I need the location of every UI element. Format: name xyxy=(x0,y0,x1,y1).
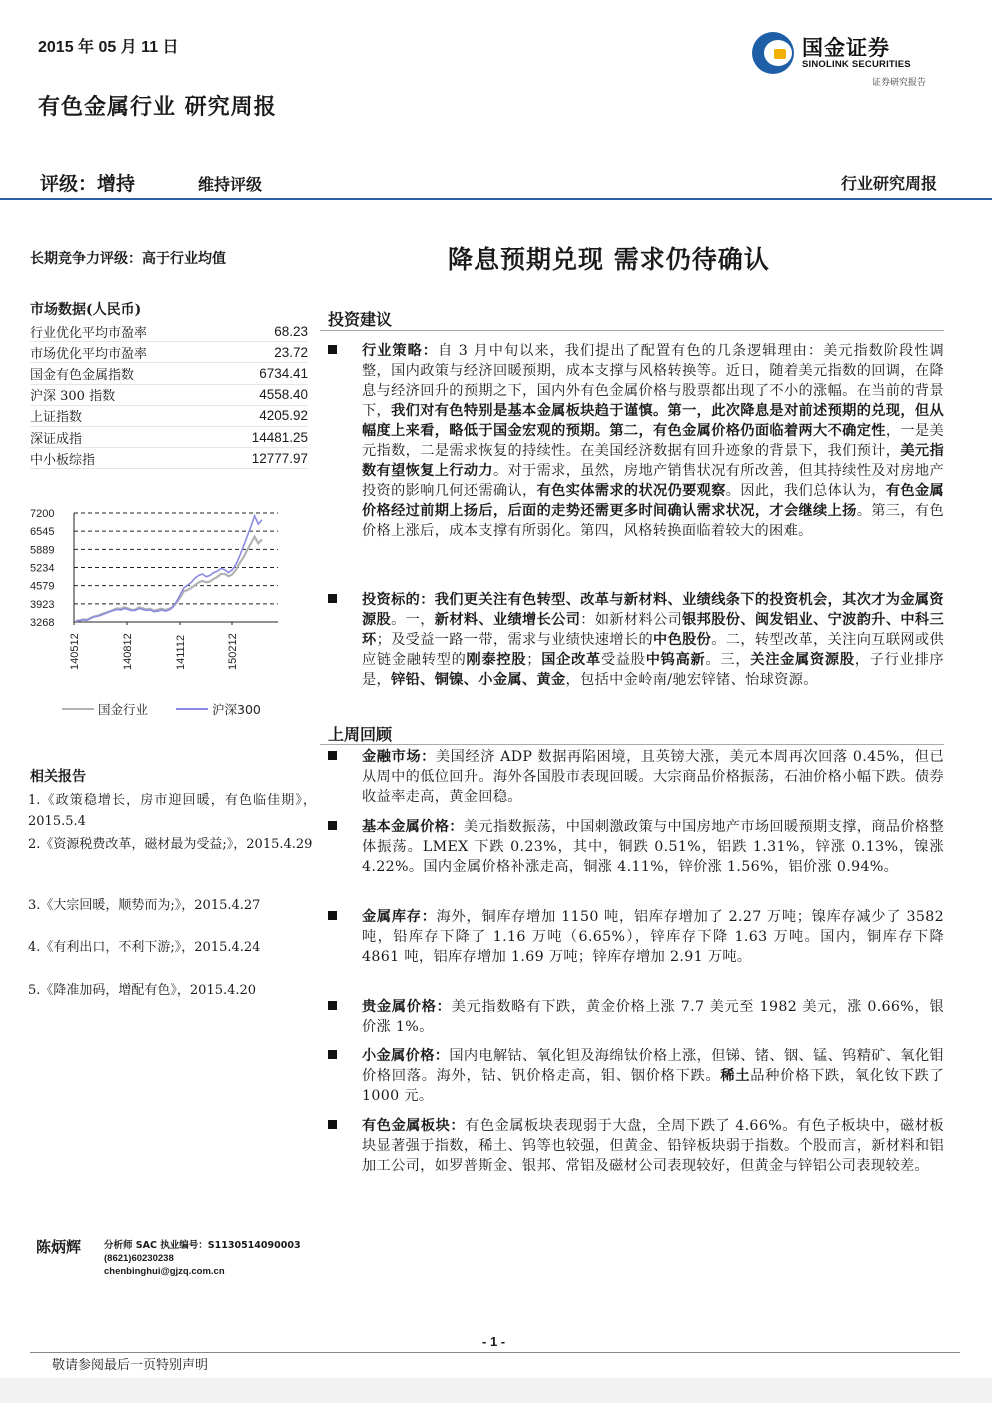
report-headline: 降息预期兑现 需求仍待确认 xyxy=(448,245,770,274)
footer-band xyxy=(0,1378,992,1403)
section-last-week-review: 上周回顾 xyxy=(328,725,393,744)
bullet-minor-metal-prices: 小金属价格：国内电解钴、氧化钽及海绵钛价格上涨，但锑、锗、铟、锰、钨精矿、氧化钼价格回落。海外，钴、钒价格走高，钼、铟价格下跌。稀土品种价格下跌，氧化钕下跌了 1000 元。 xyxy=(328,1046,944,1106)
x-tick-label: 140512 xyxy=(69,633,81,670)
table-row: 上证指数 4205.92 xyxy=(30,406,308,427)
footer-divider xyxy=(30,1352,960,1353)
section-investment-advice: 投资建议 xyxy=(328,310,393,329)
analyst-info xyxy=(104,1239,301,1278)
industry-title: 有色金属行业 研究周报 xyxy=(38,94,277,120)
bullet-investment-targets: 投资标的：我们更关注有色转型、改革与新材料、业绩线条下的投资机会，其次才为金属资源股。一，新材料、业绩增长公司：如新材料公司银邦股份、闽发铝业、宁波韵升、中科三环；及受益一路一带，需求与业绩快速增长的中色股份。二，转型改革，关注向互联网或供应链金融转型的刚泰控股；国企改革受益股中钨高新。三，关注金属资源股，子行业排序是，锌铅、铜镍、小金属、黄金，包括中金岭南/驰宏锌锗、怡球资源。 xyxy=(328,590,944,690)
table-row: 深证成指 14481.25 xyxy=(30,427,308,448)
y-tick-label: 7200 xyxy=(30,508,55,520)
related-report-1: 1.《政策稳增长，房市迎回暖，有色临佳期》，2015.5.4 xyxy=(28,793,316,829)
logo-text-en: SINOLINK SECURITIES xyxy=(802,59,911,70)
rating-label: 评级：增持 xyxy=(40,173,136,195)
bullet-square-icon xyxy=(328,751,337,760)
bullet-square-icon xyxy=(328,1050,337,1059)
y-tick-label: 5234 xyxy=(30,562,55,575)
table-row: 行业优化平均市盈率 68.23 xyxy=(30,321,308,342)
related-report-4: 4.《有利出口，不利下游;》，2015.4.24 xyxy=(28,940,261,955)
y-tick-label: 6545 xyxy=(30,526,55,539)
report-date: 2015 年 05 月 11 日 xyxy=(38,39,179,56)
related-reports-title: 相关报告 xyxy=(30,769,86,785)
related-report-2: 2.《资源税费改革，磁材最为受益;》，2015.4.29 xyxy=(28,837,313,852)
y-tick-label: 3923 xyxy=(30,598,55,611)
x-tick-label: 140812 xyxy=(122,633,134,670)
report-type: 行业研究周报 xyxy=(840,174,937,193)
page-number: - 1 - xyxy=(482,1334,506,1349)
company-logo xyxy=(752,30,952,90)
bullet-financial-market: 金融市场：美国经济 ADP 数据再陷困境，且英镑大涨，美元本周再次回落 0.45%，但已从周中的低位回升。海外各国股市表现回暖。大宗商品价格振荡，石油价格小幅下跌。债券收益率走高，黄金回稳。 xyxy=(328,747,944,807)
y-tick-label: 5889 xyxy=(30,544,55,557)
bullet-square-icon xyxy=(328,1001,337,1010)
x-tick-label: 150212 xyxy=(227,633,239,670)
market-data-title: 市场数据(人民币) xyxy=(30,302,142,318)
table-row: 沪深 300 指数 4558.40 xyxy=(30,385,308,406)
related-report-5: 5.《降准加码，增配有色》，2015.4.20 xyxy=(28,983,257,998)
y-tick-label: 4579 xyxy=(30,580,55,593)
bullet-square-icon xyxy=(328,1120,337,1129)
table-row: 国金有色金属指数 6734.41 xyxy=(30,363,308,384)
market-data-table xyxy=(30,321,308,469)
logo-subtitle: 证券研究报告 xyxy=(872,78,927,88)
bullet-square-icon xyxy=(328,594,337,603)
related-report-3: 3.《大宗回暖，顺势而为;》，2015.4.27 xyxy=(28,898,261,913)
y-tick-label: 3268 xyxy=(30,617,55,629)
logo-emblem-icon xyxy=(752,32,794,74)
x-tick-label: 141112 xyxy=(175,634,187,670)
footer-disclaimer: 敬请参阅最后一页特别声明 xyxy=(52,1358,209,1373)
logo-text-cn: 国金证券 xyxy=(802,36,890,60)
section-divider xyxy=(320,744,944,745)
competitive-rating: 长期竞争力评级：高于行业均值 xyxy=(30,251,226,267)
table-row: 中小板综指 12777.97 xyxy=(30,448,308,469)
bullet-metal-inventory: 金属库存：海外，铜库存增加 1150 吨，铝库存增加了 2.27 万吨；镍库存减少了 3582 吨，铅库存下降了 1.16 万吨（6.65%），锌库存下降 1.63 万吨。国内，铜库存下降 4861 吨，铝库存增加 1.69 万吨；锌库存增加 2.91 万吨。 xyxy=(328,907,944,967)
bullet-precious-metal-prices: 贵金属价格：美元指数略有下跌，黄金价格上涨 7.7 美元至 1982 美元，涨 0.66%，银价涨 1%。 xyxy=(328,997,944,1037)
header-divider xyxy=(0,198,992,200)
bullet-industry-strategy: 行业策略：自 3 月中旬以来，我们提出了配置有色的几条逻辑理由：美元指数阶段性调整，国内政策与经济回暖预期，成本支撑与风格转换等。近日，随着美元指数的回调，在降息与经济回升的预期之下，国内外有色金属价格与股票都出现了不小的涨幅。在当前的背景下，我们对有色特别是基本金属板块趋于谨慎。第一，此次降息是对前述预期的兑现，但从幅度上来看，略低于国金宏观的预期。第二，有色金属价格仍面临着两大不确定性，一是美元指数，二是需求恢复的持续性。在美国经济数据有回升迹象的背景下，我们预计，美元指数有望恢复上行动力。对于需求，虽然，房地产销售状况有所改善，但其持续性及对房地产投资的影响几何还需确认，有色实体需求的状况仍要观察。因此，我们总体认为，有色金属价格经过前期上扬后，后面的走势还需更多时间确认需求状况，才会继续上扬。第三，有色价格上涨后，成本支撑有所弱化。第四，风格转换面临着较大的困难。 xyxy=(328,341,944,541)
bullet-base-metal-prices: 基本金属价格：美元指数振荡，中国刺激政策与中国房地产市场回暖预期支撑，商品价格整体振荡。LMEX 下跌 0.23%，其中，铜跌 0.51%，铝跌 1.31%，锌涨 0.13%，镍涨 4.22%。国内金属价格补涨走高，铜涨 4.11%，锌价涨 1.56%，铝价涨 0.94%。 xyxy=(328,817,944,877)
bullet-square-icon xyxy=(328,821,337,830)
section-divider xyxy=(320,330,944,331)
bullet-square-icon xyxy=(328,911,337,920)
table-row: 市场优化平均市盈率 23.72 xyxy=(30,342,308,363)
rating-note: 维持评级 xyxy=(198,175,263,194)
analyst-name: 陈炳辉 xyxy=(36,1238,82,1256)
rating-bar xyxy=(0,159,992,199)
index-line-chart xyxy=(28,496,318,724)
legend-label: 沪深300 xyxy=(212,702,261,717)
analyst-phone: (8621)60230238 xyxy=(104,1253,174,1264)
bullet-nonferrous-sector: 有色金属板块：有色金属板块表现弱于大盘，全周下跌了 4.66%。有色子板块中，磁材板块显著强于指数，稀土、钨等也较强，但黄金、铅锌板块弱于指数。个股而言，新材料和铝加工公司，如罗普斯金、银邦、常铝及磁材公司表现较好，但黄金与锌铝公司表现较差。 xyxy=(328,1116,944,1176)
analyst-sac: 分析师 SAC 执业编号：S1130514090003 xyxy=(104,1240,301,1251)
bullet-square-icon xyxy=(328,345,337,354)
legend-label: 国金行业 xyxy=(98,702,149,717)
analyst-email: chenbinghui@gjzq.com.cn xyxy=(104,1266,225,1277)
